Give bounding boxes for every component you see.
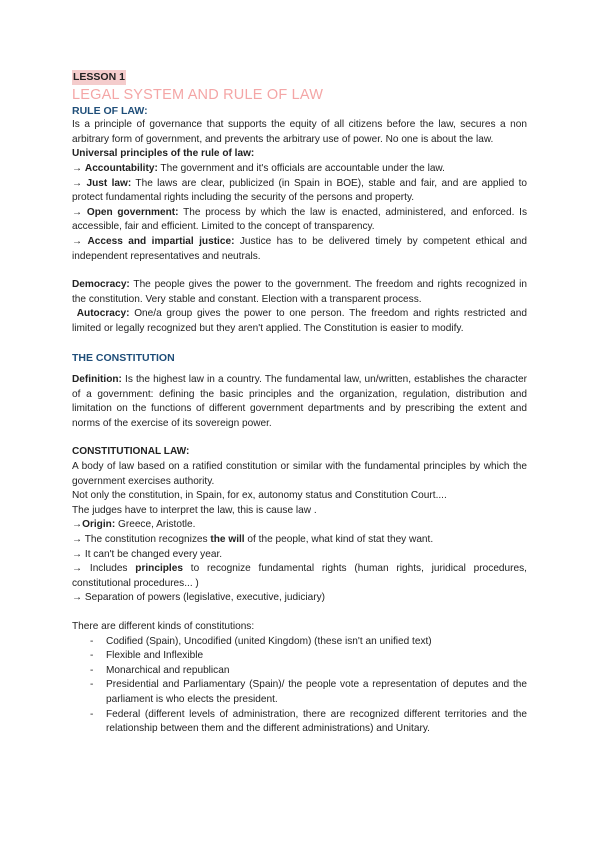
- lesson-label: LESSON 1: [73, 71, 125, 83]
- arrow-icon: →: [72, 162, 83, 174]
- separation-line: → Separation of powers (legislative, executive, judiciary): [72, 592, 326, 604]
- arrow-icon: →: [72, 235, 83, 247]
- constitution-kind-item: - Federal (different levels of administration, there are recognized different territories and the relationship between them and the different administrations) and Unitary.: [72, 708, 527, 737]
- democracy-paragraph: Democracy: The people gives the power to the government. The freedom and rights recognized in the constitution. Very stable and constant. Election with a transparent process.: [72, 279, 527, 305]
- principles-line: → Includes principles to recognize fundamental rights (human rights, juridical procedures, constitutional procedures... ): [72, 563, 527, 589]
- origin-line: →Origin: Greece, Aristotle.: [72, 519, 196, 531]
- constitution-kind-item: - Flexible and Inflexible: [72, 649, 527, 664]
- const-law-line-3: The judges have to interpret the law, this is cause law .: [72, 504, 317, 516]
- principles-list: [72, 162, 527, 264]
- arrow-icon: →: [72, 563, 83, 575]
- constitution-kind-item: - Presidential and Parliamentary (Spain)/ the people vote a representation of deputes and the parliament is who elects the president.: [72, 678, 527, 707]
- constitution-heading: THE CONSTITUTION: [72, 351, 175, 364]
- will-line: → The constitution recognizes the will of the people, what kind of stat they want.: [72, 534, 434, 546]
- universal-principles-heading: Universal principles of the rule of law:: [72, 148, 255, 160]
- document-title: LEGAL SYSTEM AND RULE OF LAW: [72, 86, 324, 103]
- arrow-icon: →: [72, 177, 83, 189]
- constitution-kind-item: - Monarchical and republican: [72, 664, 527, 679]
- const-law-line-1: A body of law based on a ratified constitution or similar with the fundamental principles by which the government exercises authority.: [72, 461, 527, 487]
- autocracy-paragraph: Autocracy: One/a group gives the power to one person. The freedom and rights restricted and limited or legally recognized but they aren't applied. The Constitution is easier to modify.: [72, 308, 528, 334]
- document-page: [72, 70, 527, 737]
- constitutional-law-heading: CONSTITUTIONAL LAW:: [72, 446, 190, 458]
- arrow-icon: →: [72, 534, 83, 546]
- arrow-icon: →: [72, 206, 83, 218]
- rule-of-law-definition: Is a principle of governance that supports the equity of all citizens before the law, secures a non arbitrary form of government, and prevents the arbitrary use of power. No one is about the law.: [72, 119, 527, 145]
- const-law-line-2: Not only the constitution, in Spain, for ex, autonomy status and Constitution Court....: [72, 490, 447, 502]
- principle-item: → Access and impartial justice: Justice has to be delivered timely by competent ethical and independent representatives and neutrals.: [72, 235, 527, 262]
- constitution-kind-item: - Codified (Spain), Uncodified (united Kingdom) (these isn't an unified text): [72, 635, 527, 650]
- kinds-list: [72, 635, 527, 737]
- definition-paragraph: Definition: Is the highest law in a country. The fundamental law, un/written, establishes the character of a government: defining the basic principles and the organization, regulation, distribution and limitation on the functions of different government departments and by prescribing the extent and norms of the exercise of its sovereign power.: [72, 374, 527, 429]
- kinds-intro: There are different kinds of constitutions:: [72, 621, 255, 632]
- principle-item: → Accountability: The government and it's officials are accountable under the law.: [72, 162, 445, 174]
- arrow-icon: →: [72, 548, 83, 560]
- principle-item: → Just law: The laws are clear, publicized (in Spain in BOE), stable and fair, and are applied to protect fundamental rights including the security of the persons and property.: [72, 177, 527, 204]
- rule-of-law-heading: RULE OF LAW:: [72, 104, 148, 117]
- change-line: → It can't be changed every year.: [72, 548, 223, 560]
- principle-item: → Open government: The process by which the law is enacted, administered, and enforced. Is accessible, fair and efficient. Limited to the concept of transparency.: [72, 206, 527, 233]
- arrow-icon: →: [72, 519, 83, 531]
- arrow-icon: →: [72, 592, 83, 604]
